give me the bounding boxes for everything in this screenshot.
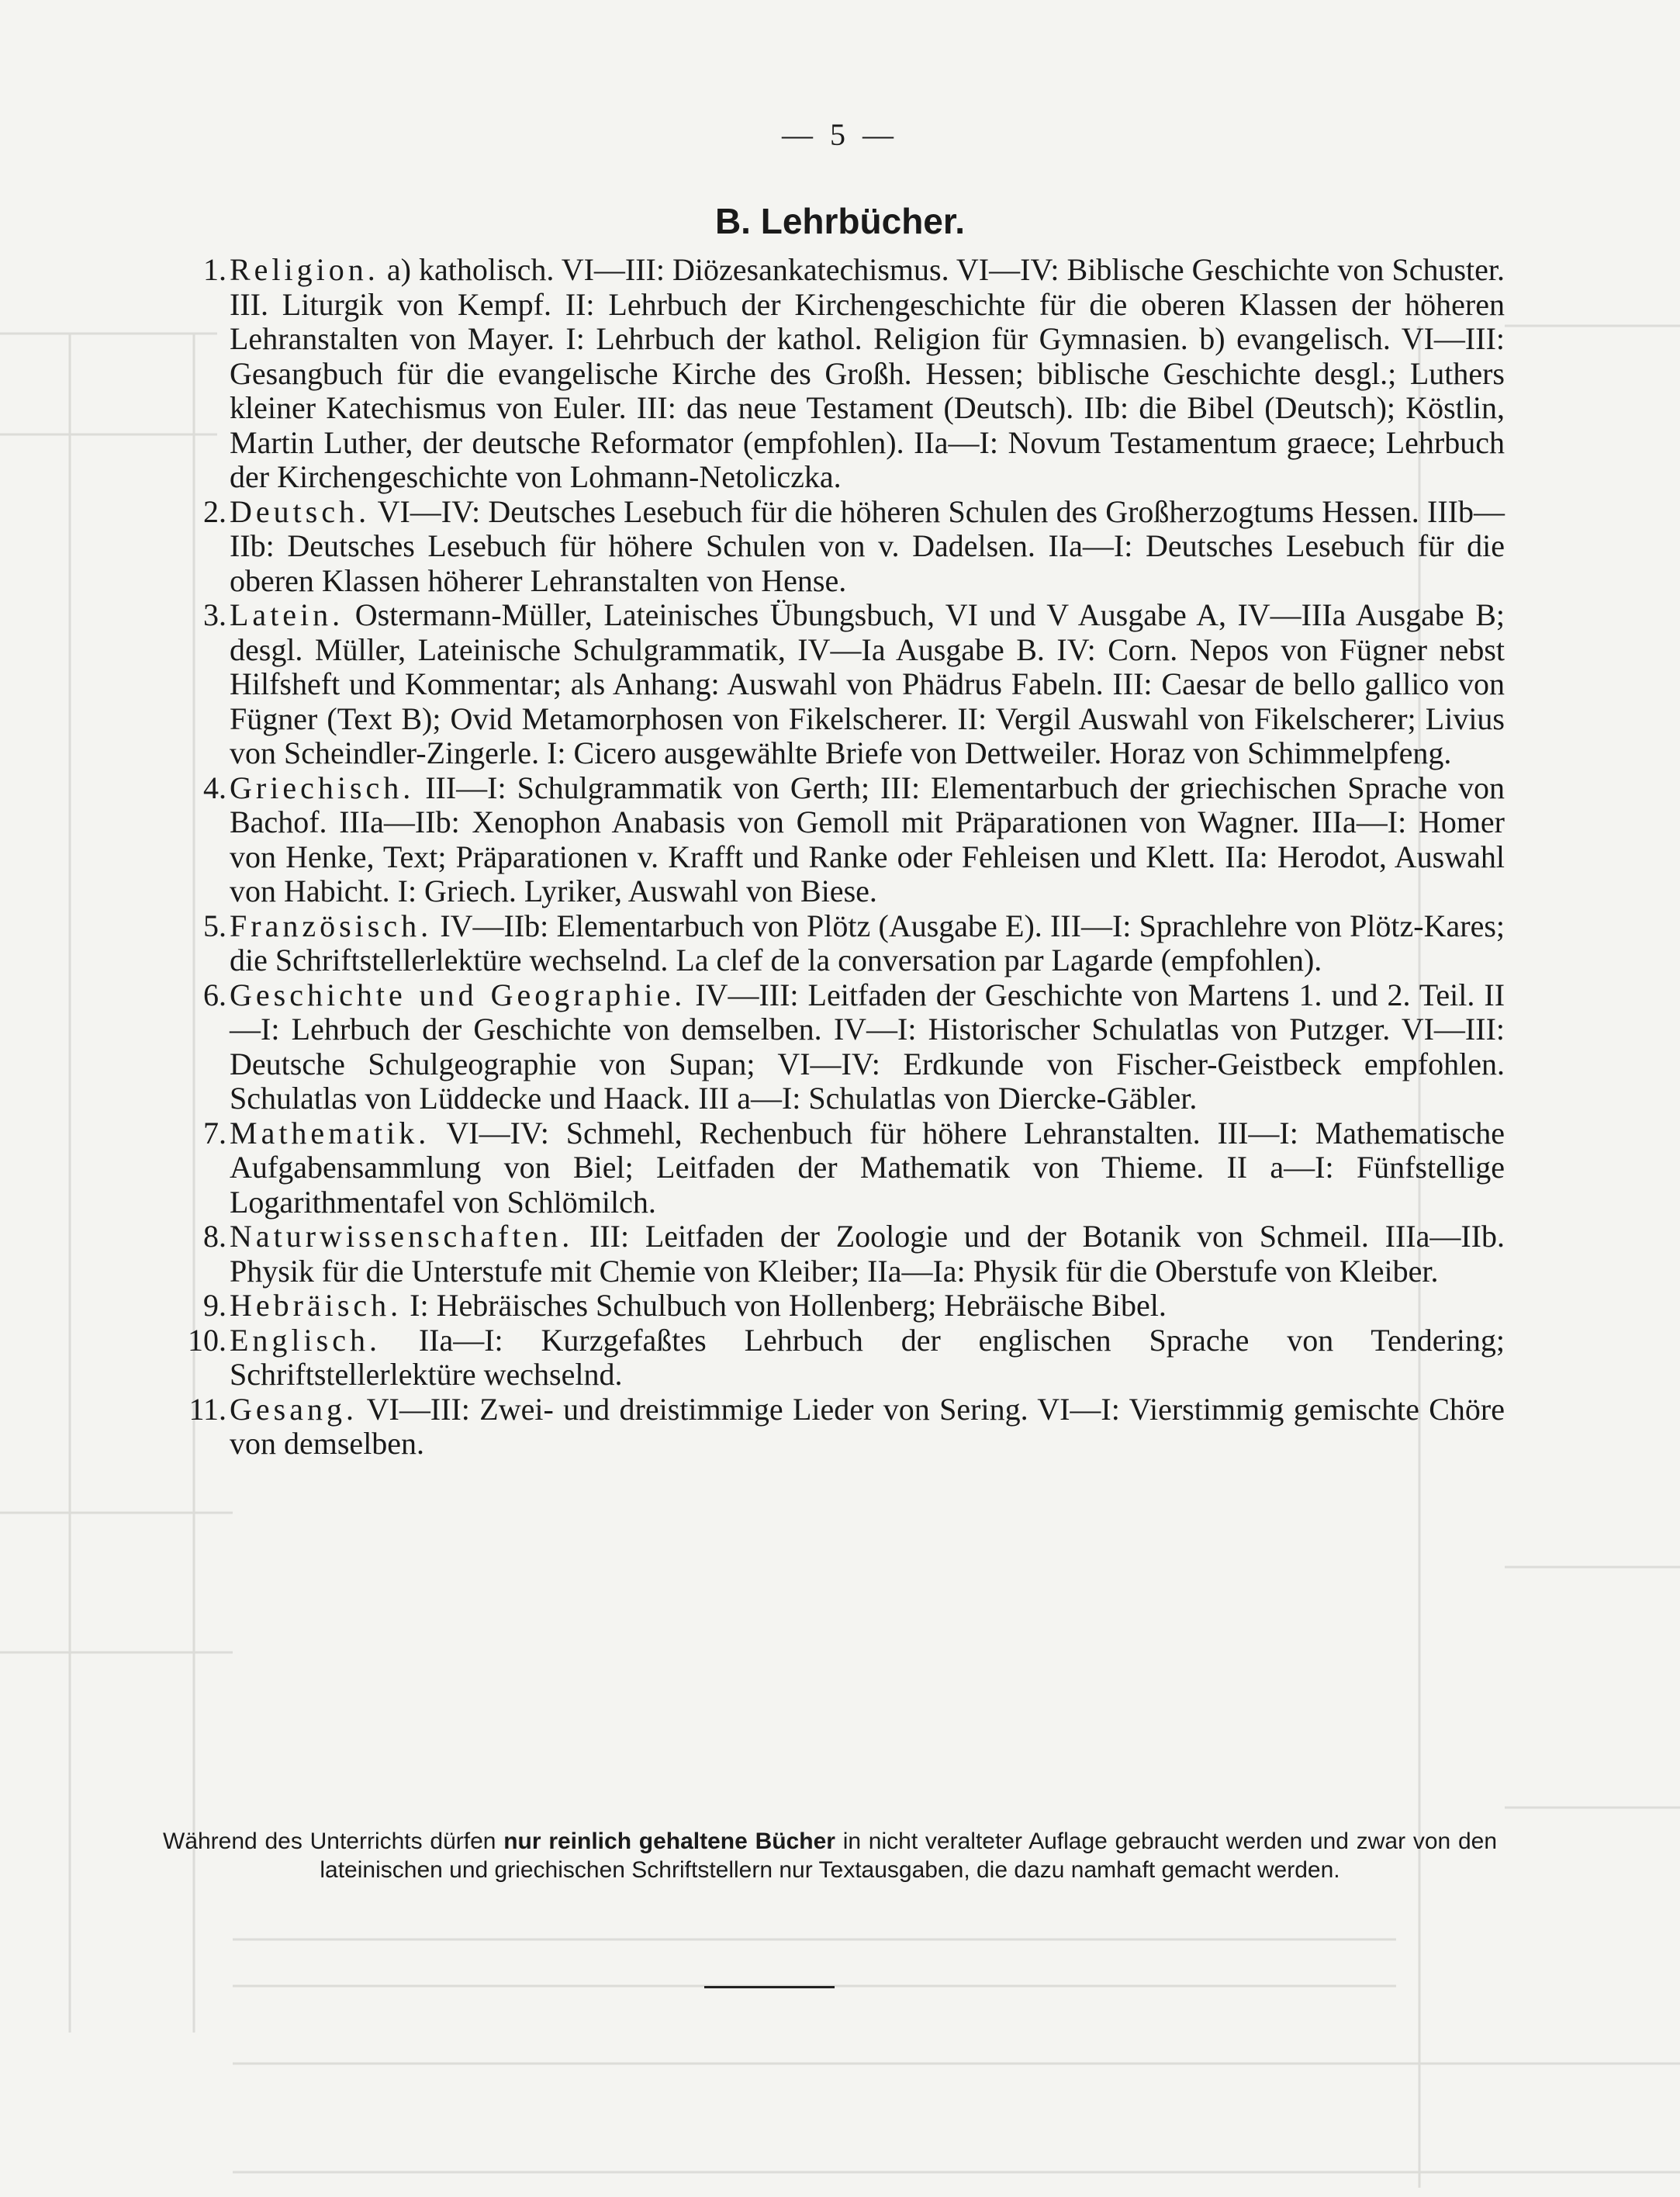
item-number: 4. [203,770,226,805]
item-number: 7. [203,1115,226,1150]
item-text: IV—III: Leitfaden der Geschichte von Martens 1. und 2. Teil. II—I: Lehrbuch der Geschichte von demselben. IV—I: Historischer Schulatlas von Putzger. VI—III: Deutsche Schulgeographie von Supan; VI—IV: Erdkunde von Fischer-Geistbeck empfohlen. Schulatlas von Lüddecke und Haack. III a—I: Schulatlas von Diercke-Gäbler. [230,977,1505,1116]
list-item-naturwissenschaften [178,1220,1505,1289]
item-subject: Hebräisch. [230,1288,403,1323]
closing-rule [704,1986,835,1988]
item-text: VI—III: Zwei- und dreistimmige Lieder von Sering. VI—I: Vierstimmig gemischte Chöre von demselben. [230,1391,1505,1461]
item-text: a) katholisch. VI—III: Diözesankatechismus. VI—IV: Biblische Geschichte von Schuster. III. Liturgik von Kempf. II: Lehrbuch der Kirchengeschichte für die oberen Klassen der höheren Lehranstalten von Mayer. I: Lehrbuch der kathol. Religion für Gymnasien. b) evangelisch. VI—III: Gesangbuch für die evangelische Kirche des Großh. Hessen; biblische Geschichte desgl.; Luthers kleiner Katechismus von Euler. III: das neue Testament (Deutsch). IIb: die Bibel (Deutsch); Köstlin, Martin Luther, der deutsche Reformator (empfohlen). IIa—I: Novum Testamentum graece; Lehrbuch der Kirchengeschichte von Lohmann-Netoliczka. [230,252,1505,494]
item-number: 3. [203,597,226,632]
item-subject: Englisch. [230,1322,381,1358]
item-subject: Französisch. [230,908,433,943]
item-number: 11. [188,1391,226,1427]
item-subject: Griechisch. [230,770,415,805]
note-text-after: in nicht veralteter Auflage gebraucht werden und zwar von den lateinischen und griechischen Schriftstellern nur Textausgaben, die dazu namhaft gemacht werden. [320,1829,1498,1883]
item-text: Ostermann-Müller, Lateinisches Übungsbuch, VI und V Ausgabe A, IV—IIIa Ausgabe B; desgl. Müller, Lateinische Schulgrammatik, IV—Ia Ausgabe B. IV: Corn. Nepos von Fügner nebst Hilfsheft und Kommentar; als Anhang: Auswahl von Phädrus Fabeln. III: Caesar de bello gallico von Fügner (Text B); Ovid Metamorphosen von Fikelscherer. II: Vergil Auswahl von Fikelscherer; Livius von Scheindler-Zingerle. I: Cicero ausgewählte Briefe von Dettweiler. Horaz von Schimmelpfeng. [230,597,1505,770]
item-number: 2. [203,493,226,529]
item-subject: Latein. [230,597,344,632]
item-subject: Deutsch. [230,493,371,529]
section-title: B. Lehrbücher. [714,201,966,241]
item-text: III: Leitfaden der Zoologie und der Botanik von Schmeil. IIIa—IIb. Physik für die Unterstufe mit Chemie von Kleiber; IIa—Ia: Physik für die Oberstufe von Kleiber. [230,1219,1505,1289]
item-number: 1. [203,252,226,287]
list-item-hebraeisch [178,1289,1505,1323]
item-number: 8. [203,1219,226,1254]
item-number: 9. [203,1288,226,1323]
item-text: VI—IV: Deutsches Lesebuch für die höheren Schulen des Großherzogtums Hessen. IIIb—IIb: Deutsches Lesebuch für höhere Schulen von v. Dadelsen. IIa—I: Deutsches Lesebuch für die oberen Klassen höherer Lehranstalten von Hense. [230,493,1505,598]
item-number: 5. [203,908,226,943]
item-text: VI—IV: Schmehl, Rechenbuch für höhere Lehranstalten. III—I: Mathematische Aufgabensammlung von Biel; Leitfaden der Mathematik von Thieme. II a—I: Fünfstellige Logarithmentafel von Schlömilch. [230,1115,1505,1220]
item-text: IV—IIb: Elementarbuch von Plötz (Ausgabe E). III—I: Sprachlehre von Plötz-Kares; die Schriftstellerlektüre wechselnd. La clef de la conversation par Lagarde (empfohlen). [230,908,1505,977]
usage-note [163,1827,1497,1884]
item-number: 6. [203,977,226,1012]
note-emphasis: nur reinlich gehaltene Bücher [503,1829,835,1854]
list-item-franzoesisch [178,909,1505,978]
item-text: I: Hebräisches Schulbuch von Hollenberg; Hebräische Bibel. [410,1288,1167,1323]
list-item-englisch [178,1323,1505,1393]
item-text: IIa—I: Kurzgefaßtes Lehrbuch der englischen Sprache von Tendering; Schriftstellerlektüre wechselnd. [230,1322,1505,1392]
item-number: 10. [188,1322,226,1358]
list-item-griechisch [178,771,1505,909]
item-subject: Gesang. [230,1391,358,1427]
note-text-before: Während des Unterrichts dürfen [163,1829,496,1854]
item-subject: Mathematik. [230,1115,430,1150]
textbook-list [178,253,1505,1462]
item-subject: Geschichte und Geographie. [230,977,686,1012]
list-item-deutsch [178,495,1505,599]
list-item-gesang [178,1393,1505,1462]
item-subject: Naturwissenschaften. [230,1219,574,1254]
item-text: III—I: Schulgrammatik von Gerth; III: Elementarbuch der griechischen Sprache von Bachof. IIIa—IIb: Xenophon Anabasis von Gemoll mit Präparationen von Wagner. IIIa—I: Homer von Henke, Text; Präparationen v. Krafft und Ranke oder Fehleisen und Klett. IIa: Herodot, Auswahl von Habicht. I: Griech. Lyriker, Auswahl von Biese. [230,770,1505,908]
list-item-latein [178,598,1505,771]
list-item-mathematik [178,1116,1505,1220]
list-item-geschichte [178,978,1505,1116]
list-item-religion [178,253,1505,495]
item-subject: Religion. [230,252,379,287]
page-number: — 5 — [782,117,898,152]
